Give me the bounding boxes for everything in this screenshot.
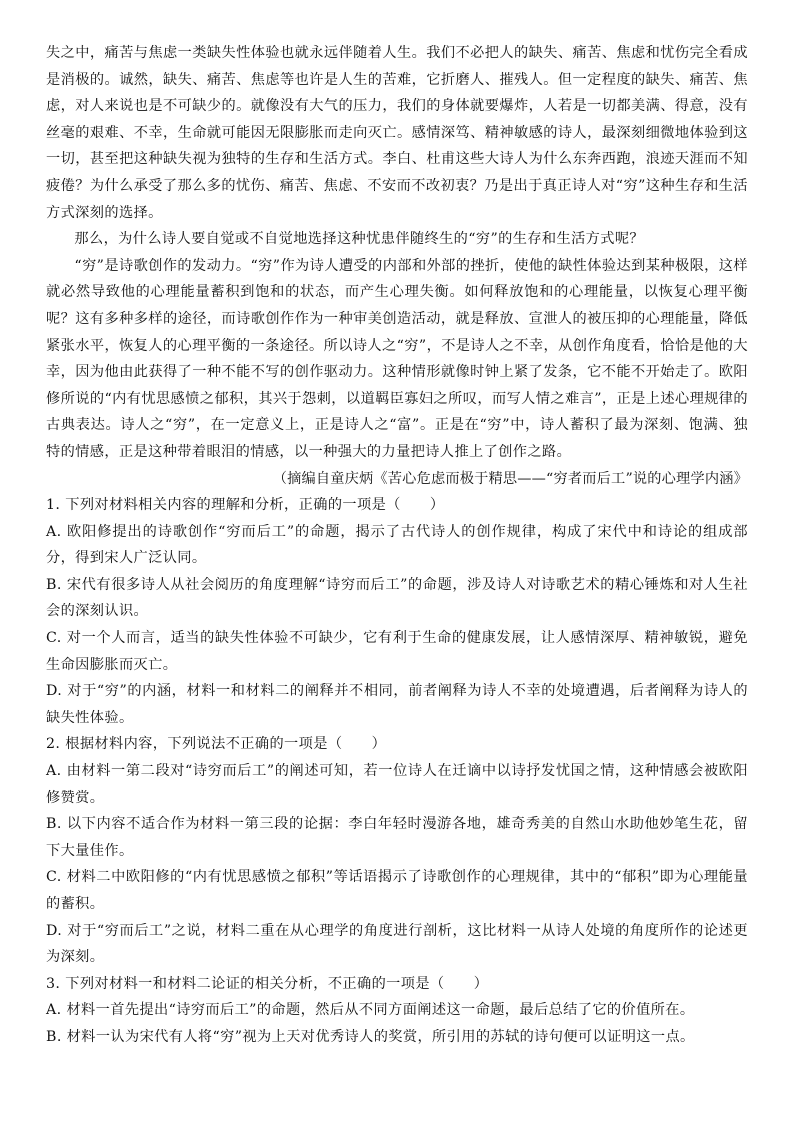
option-a: A. 由材料一第二段对“诗穷而后工”的阐述可知，若一位诗人在迁谪中以诗抒发忧国之情，这种情感会被欧阳修赞赏。 [46,763,748,806]
question-stem: 3. 下列对材料一和材料二论证的相关分析，不正确的一项是（ ） [46,975,489,992]
option-c: C. 对一个人而言，适当的缺失性体验不可缺少，它有利于生命的健康发展，让人感情深厚、精神敏锐，避免生命因膨胀而灭亡。 [46,630,748,673]
option-a: A. 欧阳修提出的诗歌创作“穷而后工”的命题，揭示了古代诗人的创作规律，构成了宋代中和诗论的组成部分，得到宋人广泛认同。 [46,523,748,567]
question-3 [46,971,748,1051]
material-source: （摘编自童庆炳《苦心危虑而极于精思——“穷者而后工”说的心理学内涵》 [272,470,748,487]
option-b: B. 以下内容不适合作为材料一第三段的论据：李白年轻时漫游各地，雄奇秀美的自然山水助他妙笔生花，留下大量佳作。 [46,816,748,859]
material-paragraph-3: “穷”是诗歌创作的发动力。“穷”作为诗人遭受的内部和外部的挫折，使他的缺性体验达到某种极限，这样就必然导致他的心理能量蓄积到饱和的状态，而产生心理失衡。如何释放饱和的心理能量，以恢复心理平衡呢？这有多种多样的途径，而诗歌创作作为一种审美创造活动，就是释放、宣泄人的被压抑的心理能量，降低紧张水平，恢复人的心理平衡的一条途径。所以诗人之“穷”，不是诗人之不幸，从创作角度看，恰恰是他的大幸，因为他由此获得了一种不能不写的创作驱动力。这种情形就像时钟上紧了发条，它不能不开始走了。欧阳修所说的“内有忧思感愤之郁积，其兴于怨刺，以道羁臣寡妇之所叹，而写人情之难言”，正是上述心理规律的古典表达。诗人之“穷”，在一定意义上，正是诗人之“富”。正是在“穷”中，诗人蓄积了最为深刻、饱满、独特的情感，正是这种带着眼泪的情感，以一种强大的力量把诗人推上了创作之路。 [46,257,748,460]
question-1 [46,492,748,731]
question-stem: 2. 根据材料内容，下列说法不正确的一项是（ ） [46,736,387,753]
material-paragraph-2: 那么，为什么诗人要自觉或不自觉地选择这种忧患伴随终生的“穷”的生存和生活方式呢？ [74,231,645,248]
material-paragraph-1: 失之中，痛苦与焦虑一类缺失性体验也就永远伴随着人生。我们不必把人的缺失、痛苦、焦虑和忧伤完全看成是消极的。诚然，缺失、痛苦、焦虑等也许是人生的苦难，它折磨人、摧残人。但一定程度的缺失、痛苦、焦虑，对人来说也是不可缺少的。就像没有大气的压力，我们的身体就要爆炸，人若是一切都美满、得意，没有丝毫的艰难、不幸，生命就可能因无限膨胀而走向灭亡。感情深笃、精神敏感的诗人，最深刻细微地体验到这一切，甚至把这种缺失视为独特的生存和生活方式。李白、杜甫这些大诗人为什么东奔西跑，浪迹天涯而不知疲倦？为什么承受了那么多的忧伤、痛苦、焦虑、不安而不改初衷？乃是出于真正诗人对“穷”这种生存和生活方式深刻的选择。 [46,45,748,221]
option-b: B. 材料一认为宋代有人将“穷”视为上天对优秀诗人的奖赏，所引用的苏轼的诗句便可以证明这一点。 [46,1028,695,1045]
option-a: A. 材料一首先提出“诗穷而后工”的命题，然后从不同方面阐述这一命题，最后总结了它的价值所在。 [46,1002,695,1019]
option-c: C. 材料二中欧阳修的“内有忧思感愤之郁积”等话语揭示了诗歌创作的心理规律，其中的“郁积”即为心理能量的蓄积。 [46,869,748,912]
option-d: D. 对于“穷”的内涵，材料一和材料二的阐释并不相同，前者阐释为诗人不幸的处境遭遇，后者阐释为诗人的缺失性体验。 [46,683,748,726]
question-2 [46,731,748,970]
question-stem: 1. 下列对材料相关内容的理解和分析，正确的一项是（ ） [46,497,445,514]
option-d: D. 对于“穷而后工”之说，材料二重在从心理学的角度进行剖析，这比材料一从诗人处境的角度所作的论述更为深刻。 [46,922,748,966]
option-b: B. 宋代有很多诗人从社会阅历的角度理解“诗穷而后工”的命题，涉及诗人对诗歌艺术的精心锤炼和对人生社会的深刻认识。 [46,576,748,620]
